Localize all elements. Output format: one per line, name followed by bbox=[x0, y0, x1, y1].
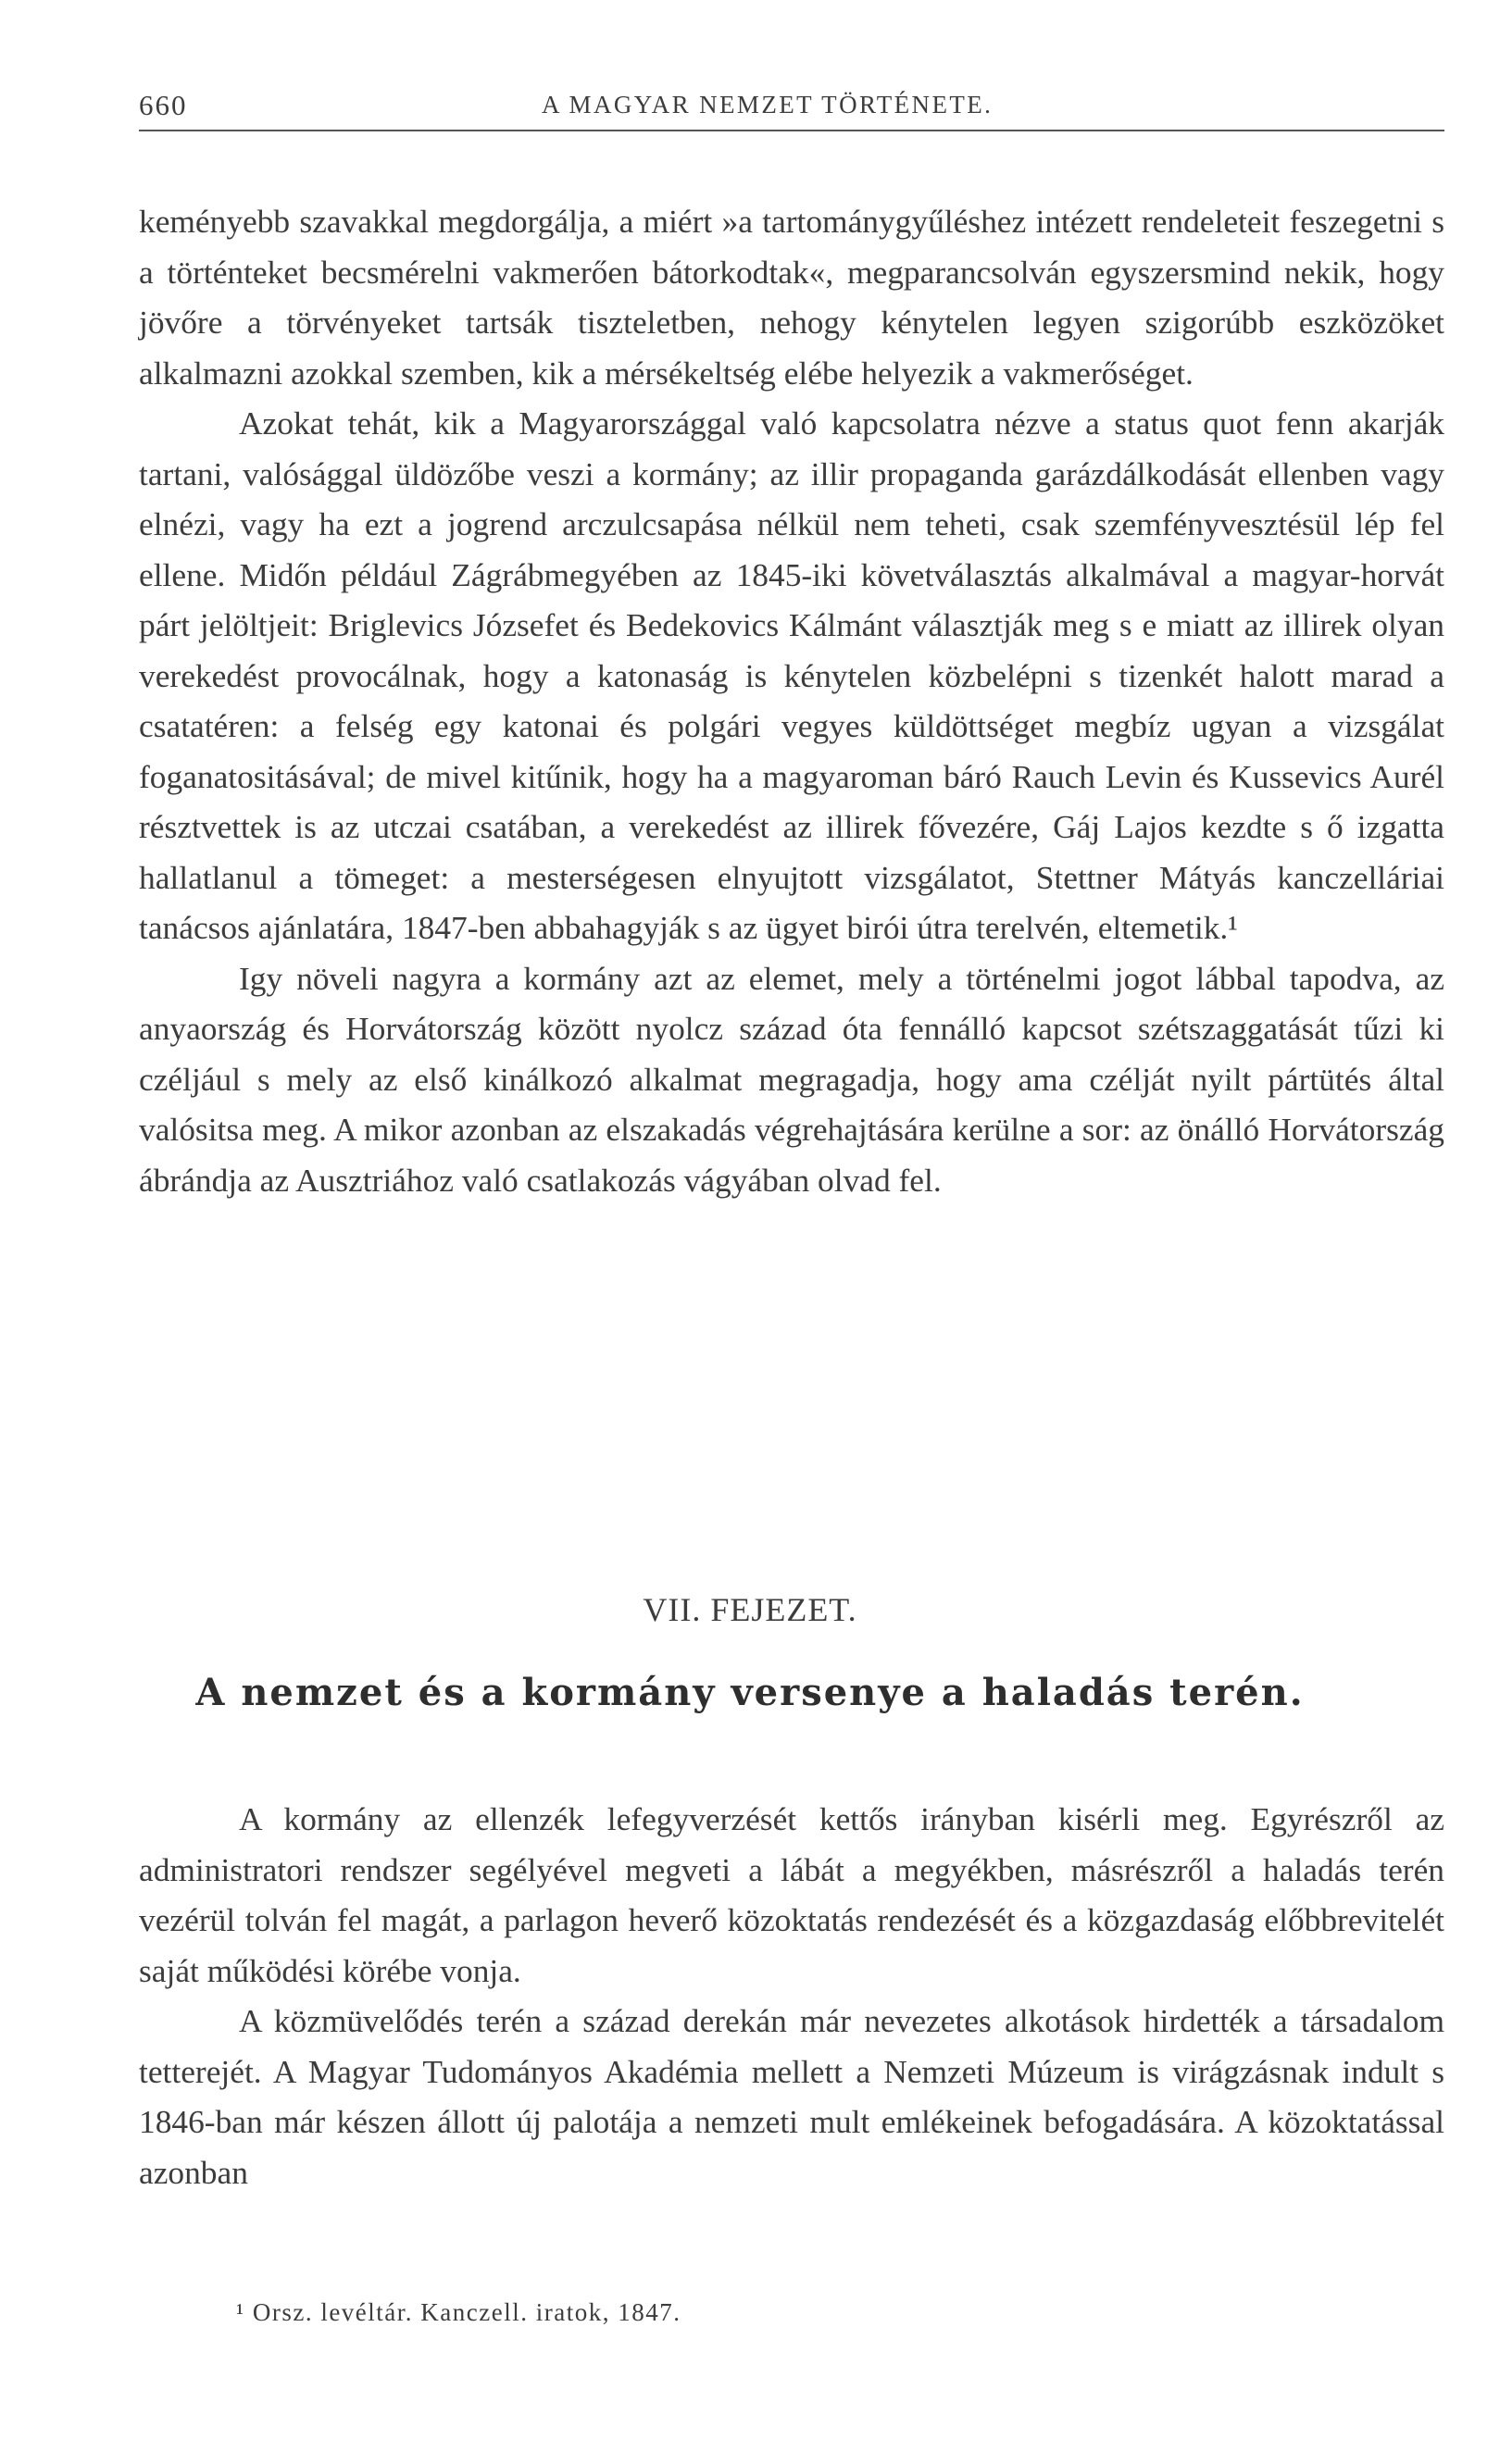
running-title: A MAGYAR NEMZET TÖRTÉNETE. bbox=[542, 91, 994, 118]
chapter-number: VII. FEJEZET. bbox=[643, 1591, 857, 1628]
chapter-title: A nemzet és a kormány versenye a haladás terén. bbox=[195, 1671, 1305, 1714]
body-text-bottom bbox=[139, 1794, 1444, 2197]
paragraph: A közmüvelődés terén a század derekán már nevezetes alkotások hirdették a társadalom tetterejét. A Magyar Tudományos Akadémia mellett a Nemzeti Múzeum is virágzásnak indult s 1846-ban már készen állott új palotája a nemzeti mult emlékeinek befogadására. A közoktatással azonban bbox=[139, 2002, 1444, 2191]
running-header bbox=[139, 89, 1444, 131]
body-text-top bbox=[139, 196, 1444, 1205]
paragraph: Azokat tehát, kik a Magyarországgal való kapcsolatra nézve a status quot fenn akarják tartani, valósággal üldözőbe veszi a kormány; az illir propaganda garázdálkodását ellenben vagy elnézi, vagy ha ezt a jogrend arczulcsapása nélkül nem teheti, csak szemfényvesztésül lép fel ellene. Midőn például Zágrábmegyében az 1845-iki követválasztás alkalmával a magyar-horvát párt jelöltjeit: Briglevics Józsefet és Bedekovics Kálmánt választják meg s e miatt az illirek olyan verekedést provocálnak, hogy a katonaság is kénytelen közbelépni s tizenkét halott marad a csatatéren: a felség egy katonai és polgári vegyes küldöttséget megbíz ugyan a vizsgálat foganatositásával; de mivel kitűnik, hogy ha a magyaroman báró Rauch Levin és Kussevics Aurél résztvettek is az utczai csatában, a verekedést az illirek fővezére, Gáj Lajos kezdte s ő izgatta hallatlanul a tömeget: a mesterségesen elnyujtott vizsgálatot, Stettner Mátyás kanczelláriai tanácsos ajánlatára, 1847-ben abbahagyják s az ügyet birói útra terelvén, eltemetik.¹ bbox=[139, 404, 1444, 946]
footnote: ¹ Orsz. levéltár. Kanczell. iratok, 1847. bbox=[236, 2298, 681, 2326]
paragraph: keményebb szavakkal megdorgálja, a miért »a tartománygyűléshez intézett rendeleteit feszegetni s a történteket becsmérelni vakmerően bátorkodtak«, megparancsolván egyszersmind nekik, hogy jövőre a törvényeket tartsák tiszteletben, nehogy kénytelen legyen szigorúbb eszközöket alkalmazni azokkal szemben, kik a mérsékeltség elébe helyezik a vakmerőséget. bbox=[139, 203, 1444, 392]
page-number: 660 bbox=[139, 89, 188, 121]
paragraph: Igy növeli nagyra a kormány azt az elemet, mely a történelmi jogot lábbal tapodva, az anyaország és Horvátország között nyolcz század óta fennálló kapcsot szétszaggatását tűzi ki czéljául s mely az első kinálkozó alkalmat megragadja, hogy ama czélját nyilt pártütés által valósitsa meg. A mikor azonban az elszakadás végrehajtására kerülne a sor: az önálló Horvátország ábrándja az Ausztriához való csatlakozás vágyában olvad fel. bbox=[139, 959, 1444, 1199]
paragraph: A kormány az ellenzék lefegyverzését kettős irányban kisérli meg. Egyrészről az administratori rendszer segélyével megveti a lábát a megyékben, másrészről a haladás terén vezérül tolván fel magát, a parlagon heverő közoktatás rendezését és a közgazdaság előbbrevitelét saját működési körébe vonja. bbox=[139, 1800, 1444, 1989]
